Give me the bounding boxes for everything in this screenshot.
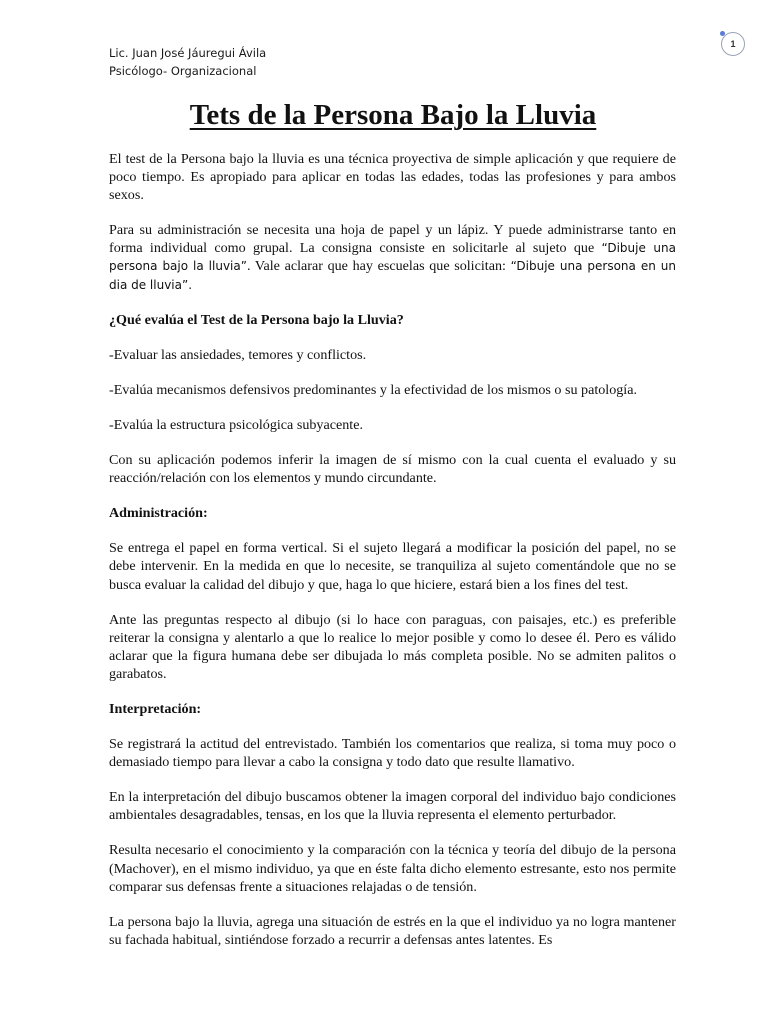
paragraph-stress: La persona bajo la lluvia, agrega una situación de estrés en la que el individuo ya no logra mantener su fachada habitual, sintiéndose forzado a recurrir a defensas antes latentes. Es bbox=[109, 913, 676, 948]
paragraph-administration-intro bbox=[109, 221, 676, 293]
author-role: Psicólogo- Organizacional bbox=[109, 64, 257, 78]
page-number-badge bbox=[721, 32, 745, 56]
heading-interpretation: Interpretación: bbox=[109, 700, 202, 717]
paragraph-machover: Resulta necesario el conocimiento y la comparación con la técnica y teoría del dibujo de la persona (Machover), en el mismo individuo, ya que en éste falta dicho elemento estresante, esto nos permite comparar sus defensas frente a situaciones relajadas o de tensión. bbox=[109, 842, 676, 895]
document-header bbox=[109, 44, 266, 80]
heading-what-evaluates: ¿Qué evalúa el Test de la Persona bajo la Lluvia? bbox=[109, 311, 404, 328]
paragraph-text: . bbox=[188, 277, 193, 292]
document-title: Tets de la Persona Bajo la Lluvia bbox=[189, 99, 597, 131]
alternative-instruction-quote: “Dibuje una persona en un dia de lluvia” bbox=[109, 259, 677, 292]
list-item-evaluation: -Evalúa la estructura psicológica subyacente. bbox=[109, 416, 363, 433]
heading-administration: Administración: bbox=[109, 505, 208, 522]
instruction-quote: “Dibuje una persona bajo la lluvia” bbox=[109, 241, 676, 274]
page-number: 1 bbox=[730, 39, 736, 49]
author-name: Lic. Juan José Jáuregui Ávila bbox=[109, 46, 267, 60]
paragraph-intro: El test de la Persona bajo la lluvia es una técnica proyectiva de simple aplicación y que requiere de poco tiempo. Es apropiado para aplicar en todas las edades, todas las profesiones y para ambos sexos. bbox=[109, 151, 676, 204]
list-item-evaluation: -Evaluar las ansiedades, temores y conflictos. bbox=[109, 346, 367, 363]
list-item-evaluation: -Evalúa mecanismos defensivos predominantes y la efectividad de los mismos o su patología. bbox=[109, 381, 637, 398]
paragraph-self-image: Con su aplicación podemos inferir la imagen de sí mismo con la cual cuenta el evaluado y su reacción/relación con los elementos y mundo circundante. bbox=[109, 452, 676, 487]
paragraph-attitude: Se registrará la actitud del entrevistado. También los comentarios que realiza, si toma muy poco o demasiado tiempo para llevar a cabo la consigna y todo dato que resulte llamativo. bbox=[109, 736, 676, 771]
paragraph-text: . Vale aclarar que hay escuelas que solicitan: bbox=[246, 258, 511, 275]
paragraph-text: Para su administración se necesita una hoja de papel y un lápiz. Y puede administrarse tanto en forma individual como grupal. La consigna consiste en solicitarle al sujeto que bbox=[109, 222, 676, 257]
paragraph-body-image: En la interpretación del dibujo buscamos obtener la imagen corporal del individuo bajo condiciones ambientales desagradables, tensas, en los que la lluvia representa el elemento perturbador. bbox=[109, 789, 676, 824]
paragraph-paper-position: Se entrega el papel en forma vertical. Si el sujeto llegará a modificar la posición del papel, no se debe intervenir. En la medida en que lo necesite, se tranquiliza al sujeto comentándole que no se busca evaluar la calidad del dibujo y que, haga lo que hiciere, estará bien a los fines del test. bbox=[109, 540, 676, 593]
document-body bbox=[109, 150, 676, 966]
paragraph-questions: Ante las preguntas respecto al dibujo (si lo hace con paraguas, con paisajes, etc.) es preferible reiterar la consigna y alentarlo a que lo realice lo mejor posible y como lo desee él. Pero es válido aclarar que la figura humana debe ser dibujada lo más completa posible. No se admiten palitos o garabatos. bbox=[109, 611, 676, 682]
